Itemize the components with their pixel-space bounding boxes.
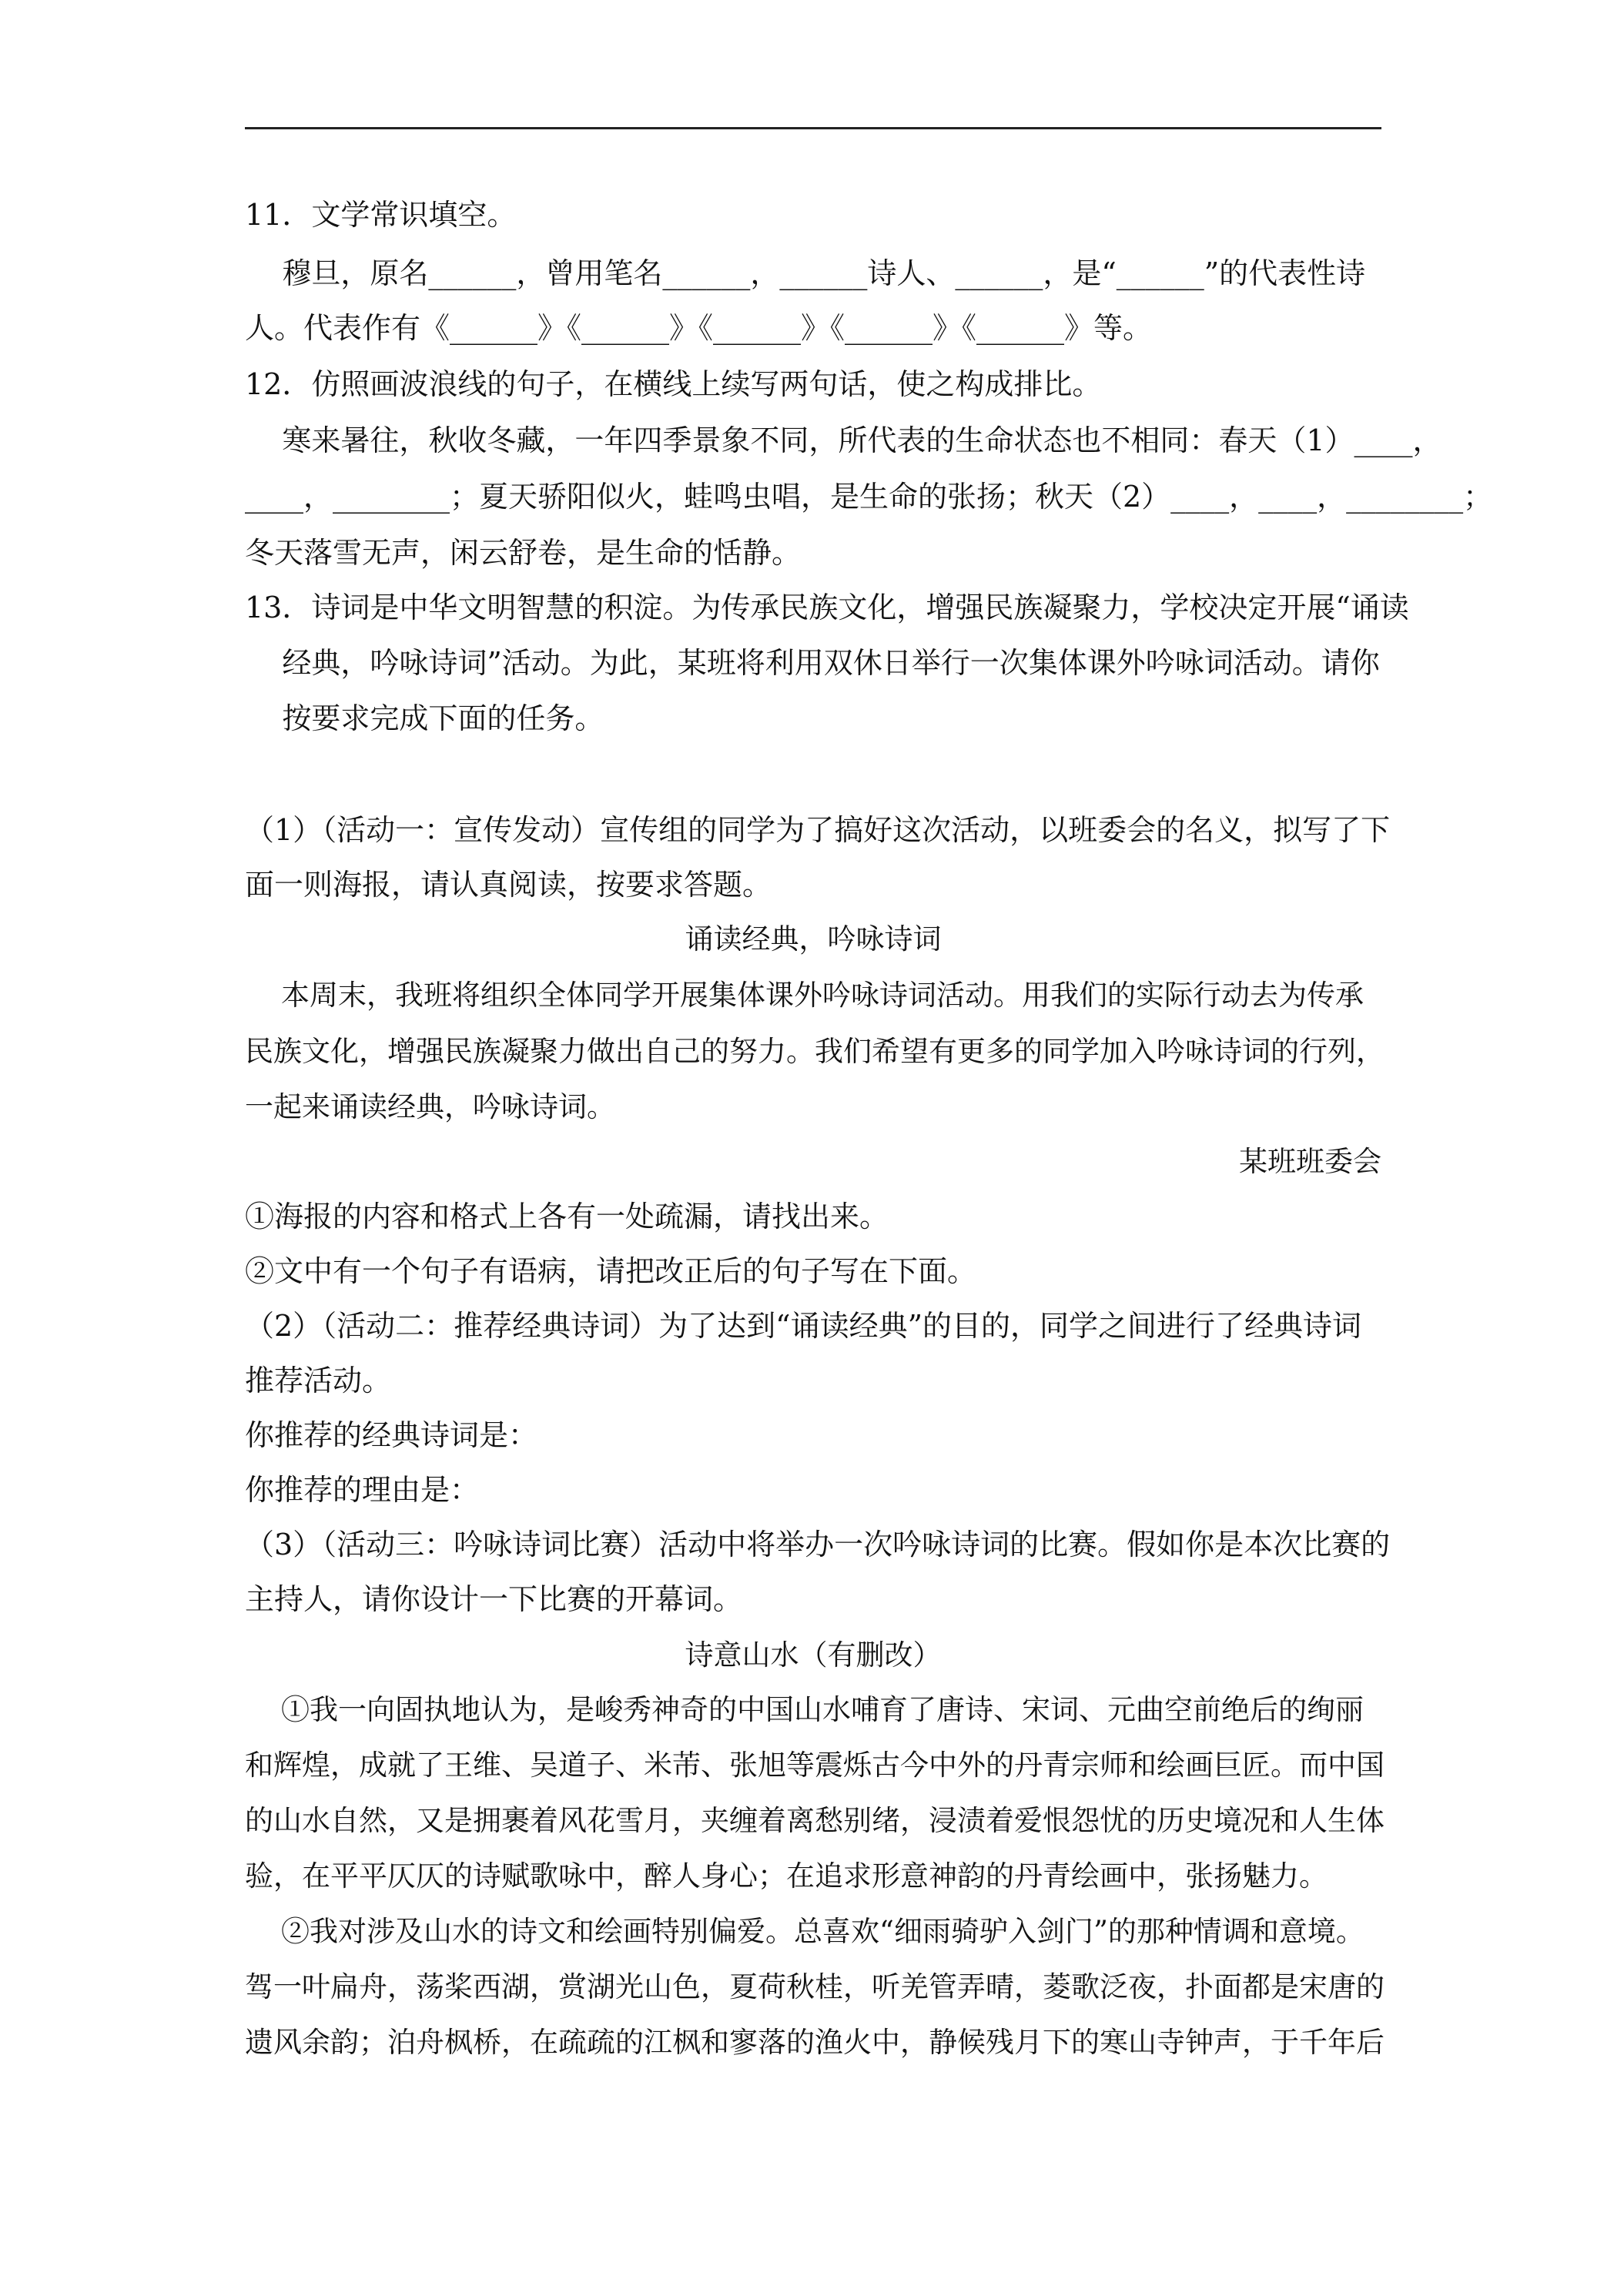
essay-p2-line-3: 遗风余韵；泊舟枫桥，在疏疏的江枫和寥落的渔火中，静候残月下的寒山寺钟声，于千年后 <box>245 2026 1385 2059</box>
poster-body-3: 一起来诵读经典，吟咏诗词。 <box>245 1090 615 1123</box>
q13-line-2: 经典，吟咏诗词”活动。为此，某班将利用双休日举行一次集体课外吟咏词活动。请你 <box>245 646 1380 680</box>
task-3-line-2: 主持人，请你设计一下比赛的开幕词。 <box>245 1582 743 1616</box>
essay-p1-line-1: ①我一向固执地认为，是峻秀神奇的中国山水哺育了唐诗、宋词、元曲空前绝后的绚丽 <box>245 1693 1364 1726</box>
poster-title: 诵读经典，吟咏诗词 <box>685 922 942 956</box>
essay-p1-line-2: 和辉煌，成就了王维、吴道子、米芾、张旭等震烁古今中外的丹青宗师和绘画巨匠。而中国 <box>245 1749 1385 1782</box>
essay-title: 诗意山水（有删改） <box>685 1638 942 1672</box>
task-1-sub-1: ①海报的内容和格式上各有一处疏漏，请找出来。 <box>245 1200 889 1233</box>
poster-body-1: 本周末，我班将组织全体同学开展集体课外吟咏诗词活动。用我们的实际行动去为传承 <box>245 979 1364 1012</box>
task-2-line-1: （2）（活动二：推荐经典诗词）为了达到“诵读经典”的目的，同学之间进行了经典诗词 <box>245 1309 1362 1343</box>
q11-title: 11．文学常识填空。 <box>245 198 517 232</box>
task-3-line-1: （3）（活动三：吟咏诗词比赛）活动中将举办一次吟咏诗词的比赛。假如你是本次比赛的 <box>245 1528 1391 1561</box>
essay-p1-line-4: 验，在平平仄仄的诗赋歌咏中，醉人身心；在追求形意神韵的丹青绘画中，张扬魅力。 <box>245 1859 1328 1893</box>
q12-line-1: 寒来暑往，秋收冬藏，一年四季景象不同，所代表的生命状态也不相同：春天（1）____， <box>245 423 1442 457</box>
header-rule <box>245 127 1381 129</box>
task-1-line-1: （1）（活动一：宣传发动）宣传组的同学为了搞好这次活动，以班委会的名义，拟写了下 <box>245 813 1391 847</box>
q12-line-2: ____，________；夏天骄阳似火，蛙鸣虫唱，是生命的张扬；秋天（2）____，____，________； <box>245 480 1493 514</box>
task-2-prompt-poem: 你推荐的经典诗词是： <box>245 1418 538 1452</box>
task-1-line-2: 面一则海报，请认真阅读，按要求答题。 <box>245 868 772 902</box>
q11-line-2: 人。代表作有《______》《______》《______》《______》《______》等。 <box>245 311 1153 345</box>
q12-line-3: 冬天落雪无声，闲云舒卷，是生命的恬静。 <box>245 536 802 570</box>
q12-title: 12．仿照画波浪线的句子，在横线上续写两句话，使之构成排比。 <box>245 367 1102 401</box>
essay-p1-line-3: 的山水自然，又是拥裹着风花雪月，夹缠着离愁别绪，浸渍着爱恨怨忧的历史境况和人生体 <box>245 1804 1385 1837</box>
q13-line-3: 按要求完成下面的任务。 <box>245 701 604 735</box>
task-1-sub-2: ②文中有一个句子有语病，请把改正后的句子写在下面。 <box>245 1254 977 1288</box>
task-2-line-2: 推荐活动。 <box>245 1364 392 1397</box>
essay-p2-line-2: 驾一叶扁舟，荡桨西湖，赏湖光山色，夏荷秋桂，听羌管弄晴，菱歌泛夜，扑面都是宋唐的 <box>245 1970 1385 2003</box>
q13-title: 13．诗词是中华文明智慧的积淀。为传承民族文化，增强民族凝聚力，学校决定开展“诵读 <box>245 591 1409 624</box>
q11-line-1: 穆旦，原名______，曾用笔名______，______诗人、______，是“______”的代表性诗 <box>245 256 1366 290</box>
essay-p2-line-1: ②我对涉及山水的诗文和绘画特别偏爱。总喜欢“细雨骑驴入剑门”的那种情调和意境。 <box>245 1915 1364 1948</box>
poster-body-2: 民族文化，增强民族凝聚力做出自己的努力。我们希望有更多的同学加入吟咏诗词的行列， <box>245 1035 1385 1068</box>
poster-signature: 某班班委会 <box>1239 1145 1381 1178</box>
task-2-prompt-reason: 你推荐的理由是： <box>245 1473 480 1507</box>
